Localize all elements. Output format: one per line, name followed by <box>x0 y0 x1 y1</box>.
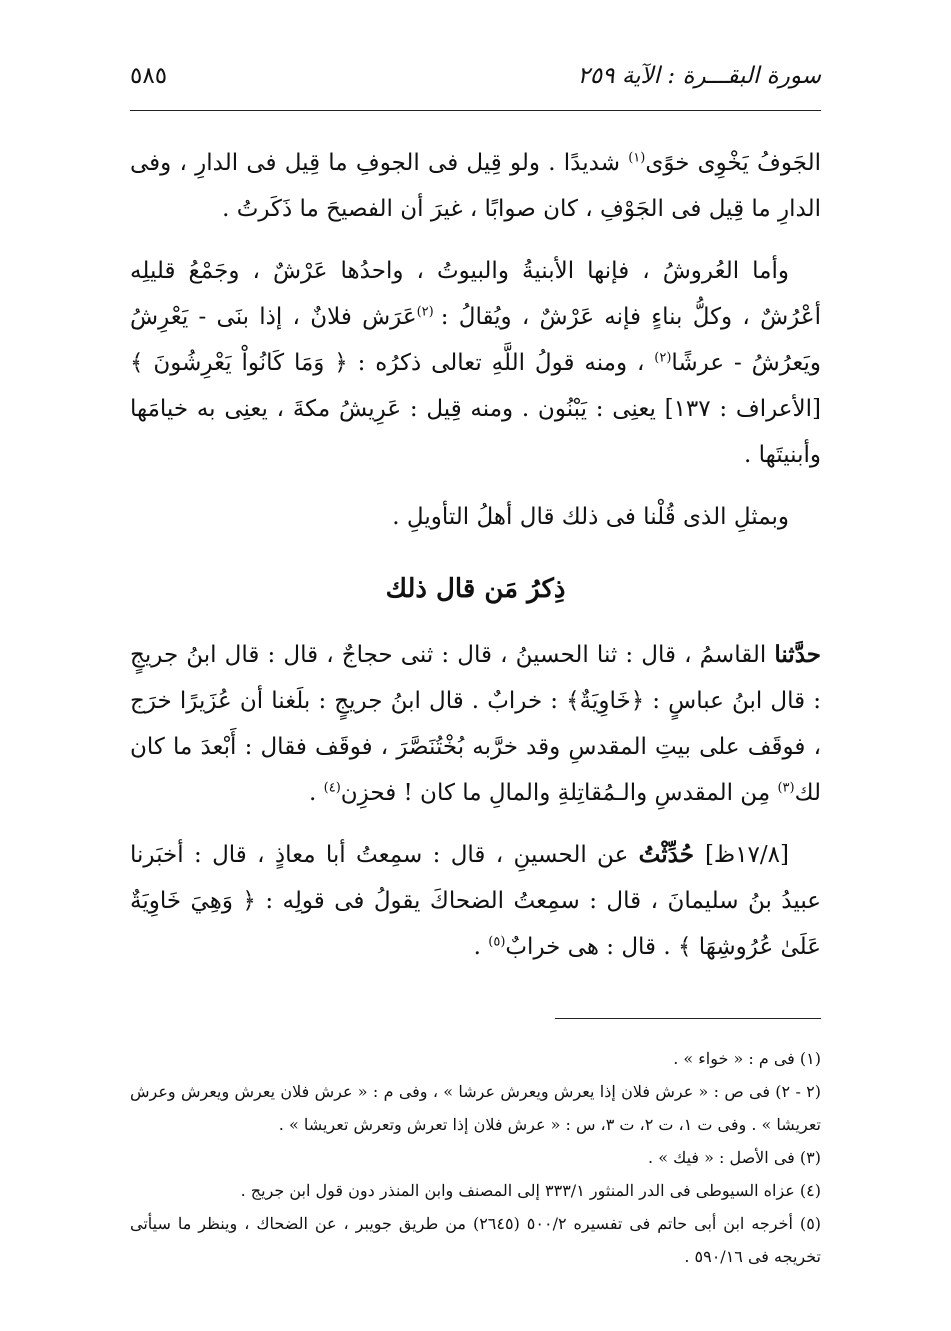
paragraph-2 <box>130 248 821 478</box>
manuscript-ref: [١٧/٨ظ] <box>704 842 789 868</box>
p2-quote: عَرَش فلانٌ ، إذا بنَى - يَعْرِشُ ويَعرُشُ - عرشًا <box>130 304 821 376</box>
footnote-ref-5: (٥) <box>488 934 506 950</box>
footnote-ref-2-close: (٢) <box>654 350 672 366</box>
header-rule <box>130 110 821 111</box>
footnote-5: (٥) أخرجه ابن أبى حاتم فى تفسيره ٥٠٠/٢ (٢٦٤٥) من طريق جويبر ، عن الضحاك ، وينظر ما سيأتى تخريجه فى ٥٩٠/١٦ . <box>130 1214 822 1266</box>
paragraph-3: وبمثلِ الذى قُلْنا فى ذلك قال أهلُ التأويلِ . <box>392 504 789 530</box>
p1-rest: شديدًا . ولو قِيل فى الجوفِ ما قِيل فى الدارِ ، وفى الدارِ ما قِيل فى الجَوْفِ ، كان صوابًا ، غيرَ أن الفصيحَ ما ذَكَرتُ . <box>130 150 821 222</box>
footnote-3: (٣) فى الأصل : « فيك » . <box>648 1148 821 1167</box>
narration-lead-1: حدَّثنا <box>774 641 821 668</box>
footnote-1: (١) فى م : « خواء » . <box>673 1049 821 1068</box>
hadith-2 <box>130 832 821 970</box>
footnote-ref-2-open: (٢) <box>416 304 441 320</box>
main-text <box>130 140 821 986</box>
footnote-rule <box>555 1018 821 1019</box>
p2-rest: ، ومنه قولُ اللَّهِ تعالى ذكرُه : ﴿ وَمَا كَانُواْ يَعْرِشُونَ ﴾ [الأعراف : ١٣٧] يعنِى : يَبْنُون . ومنه قِيل : عَرِيشُ مكةَ ، يعنِى به خيامَها وأبنيتَها . <box>130 350 822 468</box>
hadith-2-end: . <box>473 934 489 960</box>
hadith-1-text-a: القاسمُ ، قال : ثنا الحسينُ ، قال : ثنى حجاجٌ ، قال : قال ابنُ جريجٍ : قال ابنُ عباسٍ : ﴿خَاوِيَةٌ﴾ : خرابٌ . قال ابنُ جريجٍ : بلَغنا أن عُزَيرًا خرَج ، فوقَف على بيتِ المقدسِ وقد خرَّبه بُخْتُنَصَّرَ ، فوقَف فقال : أَبْعدَ ما كان لك <box>130 642 821 806</box>
paragraph-1 <box>130 140 821 232</box>
hadith-2-text: عن الحسينِ ، قال : سمِعتُ أبا معاذٍ ، قال : أخبَرنا عبيدُ بنُ سليمانَ ، قال : سمِعتُ الضحاكَ يقولُ فى قولِه : ﴿ وَهِيَ خَاوِيَةٌ عَلَىٰ عُرُوشِهَا ﴾ . قال : هى خرابٌ <box>130 842 821 960</box>
page-number: ٥٨٥ <box>130 63 168 89</box>
p1-text: الجَوفُ يَخْوِى خوًى <box>645 150 821 176</box>
footnote-ref-3: (٣) <box>777 780 795 796</box>
hadith-1-text-b: مِن المقدسِ والـمُقاتِلةِ والمالِ ما كان ! فحزِن <box>340 780 778 806</box>
footnote-ref-4: (٤) <box>323 780 341 796</box>
footnotes <box>130 1042 821 1273</box>
footnote-2: (٢ - ٢) فى ص : « عرش فلان إذا يعرش ويعرش عرشا » ، وفى م : « عرش فلان يعرش ويعرش وعرش تعريشا » . وفى ت ١، ت ٢، ت ٣، س : « عرش فلان إذا تعرش وتعرش تعريشا » . <box>130 1082 822 1134</box>
hadith-1 <box>130 632 821 816</box>
page-header <box>130 52 821 100</box>
running-title: سورة البقـــرة : الآية ٢٥٩ <box>577 63 821 89</box>
p2-text: وأما العُروشُ ، فإنها الأبنيةُ والبيوتُ ، واحدُها عَرْشٌ ، وجَمْعُ قليلِه أعْرُشٌ ، وكلُّ بناءٍ فإنه عَرْشٌ ، ويُقالُ : <box>130 258 821 330</box>
footnote-ref-1: (١) <box>628 150 646 166</box>
narration-lead-2: حُدِّثْتُ <box>638 841 705 868</box>
footnote-4: (٤) عزاه السيوطى فى الدر المنثور ٣٣٣/١ إلى المصنف وابن المنذر دون قول ابن جريج . <box>240 1181 821 1200</box>
section-heading: ذِكرُ مَن قال ذلك <box>385 574 566 604</box>
hadith-1-end: . <box>309 780 324 806</box>
